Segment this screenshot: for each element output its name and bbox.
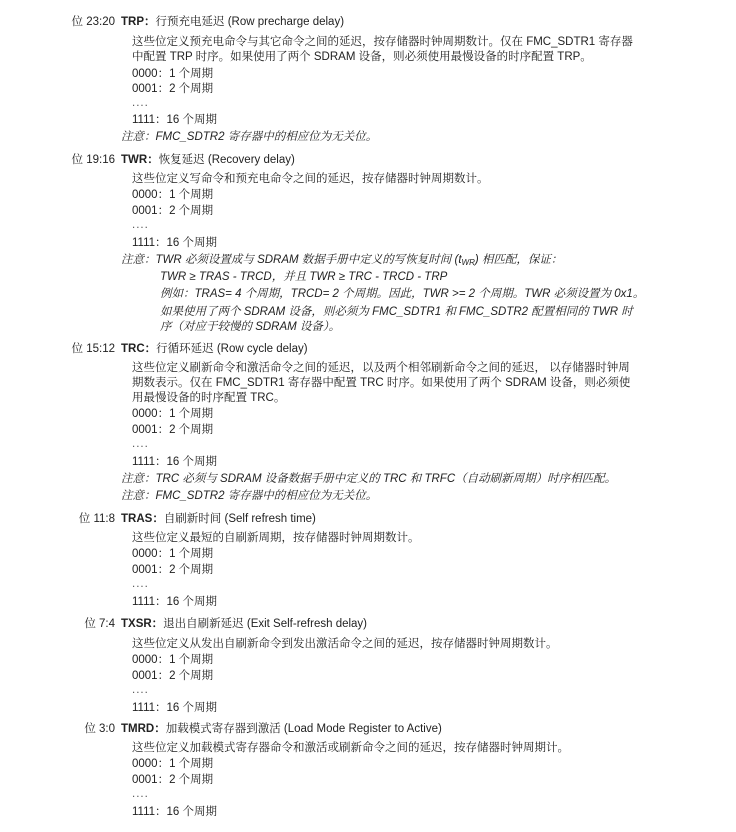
- value-entry: 1111：16 个周期: [132, 806, 218, 818]
- value-ellipsis: ....: [132, 578, 149, 590]
- note: 注意：TWR 必须设置成与 SDRAM 数据手册中定义的写恢复时间 $(t_{WR})$ 相匹配，保证：: [121, 254, 563, 267]
- field-name: TRAS: [121, 513, 153, 525]
- field-description: 这些位定义从发出自刷新命令到发出激活命令之间的延迟，按存储器时钟周期数计。: [132, 638, 558, 650]
- bit-range: 位 3:0: [84, 723, 115, 735]
- field-title: 自刷新时间 (Self refresh time): [163, 513, 316, 525]
- field-name: TRC: [121, 343, 145, 355]
- bit-range: 位 19:16: [71, 154, 115, 166]
- value-ellipsis: ....: [132, 219, 149, 231]
- value-entry: 1111：16 个周期: [132, 237, 218, 249]
- value-entry: 1111：16 个周期: [132, 702, 218, 714]
- value-entry: 0001：2 个周期: [132, 670, 214, 682]
- value-entry: 0001：2 个周期: [132, 205, 214, 217]
- field-heading: TMRD：加载模式寄存器到激活 (Load Mode Register to Active): [121, 723, 442, 735]
- value-entry: 0001：2 个周期: [132, 774, 214, 786]
- field-description: 中配置 TRP 时序。如果使用了两个 SDRAM 设备，则必须使用最慢设备的时序配置 TRP。: [132, 51, 592, 63]
- value-entry: 0000：1 个周期: [132, 408, 214, 420]
- value-ellipsis: ....: [132, 438, 149, 450]
- note-formula: TWR ≥ TRAS - TRCD，并且 TWR ≥ TRC - TRCD - TRP: [160, 271, 448, 283]
- note: 注意：TRC 必须与 SDRAM 设备数据手册中定义的 TRC 和 TRFC（自动刷新周期）时序相匹配。: [121, 473, 617, 485]
- field-description: 这些位定义加载模式寄存器命令和激活或刷新命令之间的延迟，按存储器时钟周期计。: [132, 742, 569, 754]
- field-title: 行循环延迟 (Row cycle delay): [156, 343, 308, 355]
- note: 注意：FMC_SDTR2 寄存器中的相应位为无关位。: [121, 131, 378, 143]
- value-entry: 0001：2 个周期: [132, 83, 214, 95]
- note-text: 序（对应于较慢的 SDRAM 设备）。: [160, 321, 341, 333]
- value-entry: 0000：1 个周期: [132, 654, 214, 666]
- note: 注意：FMC_SDTR2 寄存器中的相应位为无关位。: [121, 490, 378, 502]
- note-example: 例如：TRAS= 4 个周期，TRCD= 2 个周期。因此，TWR >= 2 个周期。TWR 必须设置为 0x1。: [160, 288, 645, 300]
- value-entry: 0001：2 个周期: [132, 564, 214, 576]
- field-title: 恢复延迟 (Recovery delay): [158, 154, 295, 166]
- field-heading: TWR：恢复延迟 (Recovery delay): [121, 154, 295, 166]
- value-entry: 0000：1 个周期: [132, 758, 214, 770]
- field-heading: TRC：行循环延迟 (Row cycle delay): [121, 343, 308, 355]
- field-name: TRP: [121, 16, 144, 28]
- value-entry: 0000：1 个周期: [132, 548, 214, 560]
- field-title: 加载模式寄存器到激活 (Load Mode Register to Active): [165, 723, 442, 735]
- value-entry: 1111：16 个周期: [132, 114, 218, 126]
- value-entry: 0000：1 个周期: [132, 189, 214, 201]
- field-description: 这些位定义写命令和预充电命令之间的延迟，按存储器时钟周期数计。: [132, 173, 489, 185]
- value-entry: 1111：16 个周期: [132, 596, 218, 608]
- value-ellipsis: ....: [132, 97, 149, 109]
- field-name: TXSR: [121, 618, 152, 630]
- field-description: 这些位定义刷新命令和激活命令之间的延迟，以及两个相邻刷新命令之间的延迟， 以存储器时钟周: [132, 362, 630, 374]
- field-name: TMRD: [121, 723, 155, 735]
- value-entry: 0001：2 个周期: [132, 424, 214, 436]
- bit-range: 位 11:8: [78, 513, 115, 525]
- field-name: TWR: [121, 154, 148, 166]
- field-title: 行预充电延迟 (Row precharge delay): [155, 16, 345, 28]
- field-description: 这些位定义预充电命令与其它命令之间的延迟，按存储器时钟周期数计。仅在 FMC_SDTR1 寄存器: [132, 36, 633, 48]
- field-title: 退出自刷新延迟 (Exit Self-refresh delay): [163, 618, 368, 630]
- field-description: 用最慢设备的时序配置 TRC。: [132, 392, 286, 404]
- value-entry: 1111：16 个周期: [132, 456, 218, 468]
- value-ellipsis: ....: [132, 788, 149, 800]
- field-heading: TRAS：自刷新时间 (Self refresh time): [121, 513, 316, 525]
- field-heading: TRP：行预充电延迟 (Row precharge delay): [121, 16, 345, 28]
- bit-range: 位 15:12: [71, 343, 115, 355]
- value-ellipsis: ....: [132, 684, 149, 696]
- field-description: 这些位定义最短的自刷新周期，按存储器时钟周期数计。: [132, 532, 420, 544]
- bit-range: 位 23:20: [71, 16, 115, 28]
- field-description: 期数表示。仅在 FMC_SDTR1 寄存器中配置 TRC 时序。如果使用了两个 SDRAM 设备，则必须使: [132, 377, 631, 389]
- field-heading: TXSR：退出自刷新延迟 (Exit Self-refresh delay): [121, 618, 368, 630]
- note-text: 如果使用了两个 SDRAM 设备，则必须为 FMC_SDTR1 和 FMC_SDTR2 配置相同的 TWR 时: [160, 306, 633, 318]
- bit-range: 位 7:4: [84, 618, 115, 630]
- value-entry: 0000：1 个周期: [132, 68, 214, 80]
